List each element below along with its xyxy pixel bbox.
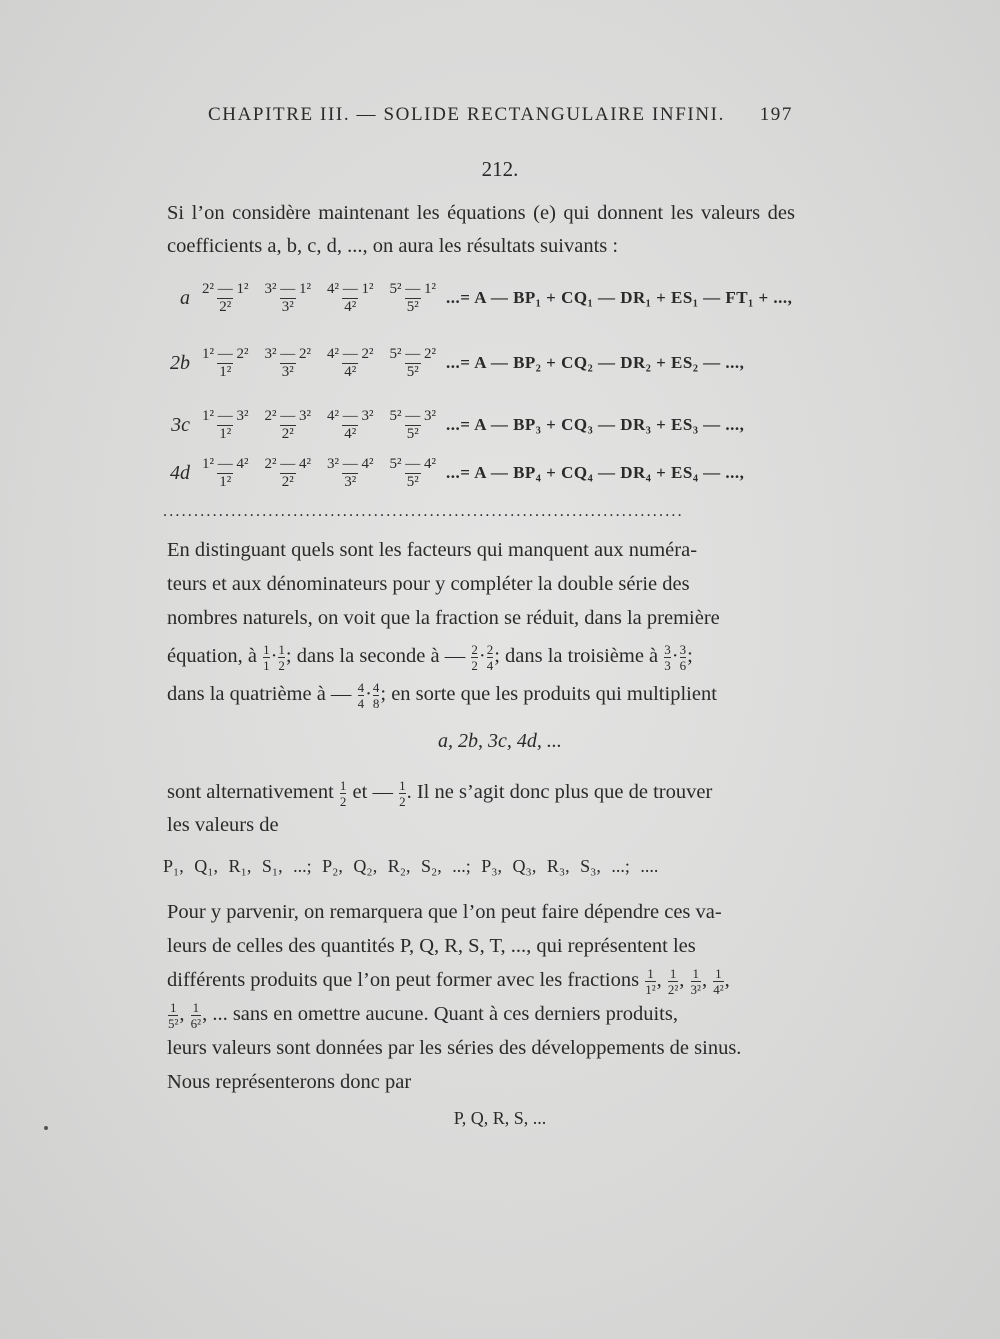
para2-line2: teurs et aux dénominateurs pour y compléter la double série des <box>167 573 690 595</box>
equation-fraction <box>325 281 376 316</box>
final-pqrs-list: P, Q, R, S, ... <box>453 1108 547 1128</box>
inline-fraction <box>713 966 723 997</box>
equation-coefficient: 4d <box>170 461 190 484</box>
fraction-numerator: 1² — 3² <box>202 407 249 424</box>
fraction-denominator: 2 <box>399 793 406 809</box>
inline-fraction <box>471 642 478 673</box>
fraction-denominator: 2² <box>281 473 294 490</box>
fraction-numerator: 5² — 2² <box>389 345 436 362</box>
para2-line4-b: ; dans la seconde à — <box>285 645 466 667</box>
para4-line2: leurs de celles des quantités P, Q, R, S, T, ..., qui représentent les <box>167 935 696 957</box>
para3-line1-a: sont alternativement <box>167 781 334 803</box>
inline-fraction <box>668 966 678 997</box>
equation-rhs: ...= A — BP₂ + CQ₂ — DR₂ + ES₂ — ..., <box>446 353 745 372</box>
fraction-denominator: 3² <box>690 981 701 997</box>
coefficient-list: a, 2b, 3c, 4d, ... <box>438 730 562 752</box>
equation-fraction <box>325 456 376 491</box>
para2-line3: nombres naturels, on voit que la fraction se réduit, dans la première <box>167 607 720 629</box>
paragraph-alternating <box>167 776 795 841</box>
equation-coefficient: a <box>180 286 190 309</box>
equation-fraction <box>263 346 314 381</box>
fraction-numerator: 1 <box>399 777 406 793</box>
fraction-numerator: 4 <box>357 679 365 695</box>
fractions-reciprocal-squares <box>644 965 730 997</box>
comma-separator: , <box>202 1003 213 1025</box>
inline-fraction <box>278 642 285 673</box>
fraction-second <box>470 641 494 673</box>
fraction-denominator: 2² <box>667 981 679 997</box>
inline-fraction <box>191 1000 201 1031</box>
inline-fraction <box>691 966 701 997</box>
fraction-denominator: 2 <box>339 793 347 809</box>
equation-fraction <box>388 456 439 491</box>
fraction-numerator: 2 <box>471 641 478 657</box>
para2-line5-a: dans la quatrième à — <box>167 683 352 705</box>
fraction-denominator: 2² <box>281 425 294 442</box>
running-title: CHAPITRE III. — SOLIDE RECTANGULAIRE INFINI. <box>208 104 725 125</box>
fraction-denominator: 6 <box>679 657 687 673</box>
fraction-denominator: 2² <box>219 298 232 315</box>
comma-separator: , <box>701 969 713 991</box>
fraction-half <box>339 777 348 809</box>
fraction-numerator: 4² — 1² <box>327 280 374 297</box>
comma-separator: , <box>724 969 730 991</box>
para4-line6: Nous représenterons donc par <box>167 1071 412 1093</box>
fraction-numerator: 1 <box>263 641 270 657</box>
fraction-numerator: 4² — 2² <box>327 345 374 362</box>
fraction-denominator: 1 <box>263 657 270 673</box>
multiplication-dot: · <box>270 645 278 667</box>
fraction-numerator: 1 <box>669 965 677 981</box>
equation-row <box>160 275 792 321</box>
inline-fraction <box>680 642 687 673</box>
inline-fraction <box>664 642 671 673</box>
running-header <box>208 104 793 126</box>
equation-rhs: ...= A — BP₃ + CQ₃ — DR₃ + ES₃ — ..., <box>446 415 745 434</box>
fractions-reciprocal-squares-cont <box>167 999 213 1031</box>
fraction-denominator: 3² <box>281 363 294 380</box>
fraction-numerator: 1 <box>339 777 347 793</box>
equation-row <box>160 340 744 386</box>
intro-text: Si l’on considère maintenant les équations (e) qui donnent les valeurs des coefficients a, b, c, d, ..., on aura les résultats suivants : <box>167 202 795 257</box>
inline-fraction <box>373 680 380 711</box>
fraction-denominator: 1² <box>645 981 656 997</box>
equation-fraction <box>388 408 439 443</box>
fraction-denominator: 1² <box>219 363 232 380</box>
comma-separator: , <box>179 1003 190 1025</box>
inline-fraction <box>645 966 655 997</box>
inline-fraction <box>487 642 494 673</box>
para2-line4: équation, à $\frac{1}{1}$ · $\frac{1}{2}$ ; dans la seconde à — $\frac{2}{2}$ · $\frac{2}{4}$ ; dans la troisième à $\frac{3}{3}$ · $\frac{3}{6}$ ; <box>167 641 693 673</box>
fraction-numerator: 5² — 3² <box>389 407 436 424</box>
fraction-numerator: 3² — 4² <box>327 455 374 472</box>
fraction-denominator: 8 <box>372 695 380 711</box>
p-q-r-s-list: P₁, Q₁, R₁, S₁, ...; P₂, Q₂, R₂, S₂, ...; P₃, Q₃, R₃, S₃, ...; .... <box>163 856 659 876</box>
fraction-numerator: 1 <box>169 999 177 1015</box>
fraction-numerator: 5² — 1² <box>389 280 436 297</box>
fraction-numerator: 3 <box>679 641 687 657</box>
para4-line3-text: différents produits que l’on peut former avec les fractions <box>167 969 640 991</box>
fraction-denominator: 5² <box>406 363 419 380</box>
fraction-denominator: 4² <box>344 425 357 442</box>
fraction-denominator: 4² <box>713 981 724 997</box>
fraction-denominator: 5² <box>406 298 419 315</box>
inline-fraction <box>263 642 270 673</box>
para2-line4-c: ; dans la troisième à <box>494 645 659 667</box>
fraction-numerator: 1² — 4² <box>202 455 249 472</box>
inline-fraction <box>168 1000 178 1031</box>
fraction-numerator: 3² — 1² <box>264 280 311 297</box>
equation-fraction <box>200 408 251 443</box>
multiplication-dot: · <box>671 645 679 667</box>
fraction-numerator: 3² — 2² <box>264 345 311 362</box>
inline-fraction <box>340 778 347 809</box>
fraction-denominator: 4² <box>344 363 357 380</box>
para2-line4-a: équation, à <box>167 645 257 667</box>
equation-fraction <box>263 408 314 443</box>
equation-fraction <box>200 281 251 316</box>
para4-line4 <box>167 997 795 1031</box>
fraction-denominator: 4 <box>357 695 365 711</box>
fraction-denominator: 6² <box>190 1015 202 1031</box>
fraction-numerator: 2² — 3² <box>264 407 311 424</box>
fraction-denominator: 3 <box>664 657 671 673</box>
fraction-numerator: 4² — 3² <box>327 407 374 424</box>
paragraph-products <box>167 895 795 1099</box>
equation-fraction <box>263 456 314 491</box>
fraction-numerator: 4 <box>372 679 380 695</box>
fraction-numerator: 1 <box>278 641 285 657</box>
comma-separator: , <box>679 969 690 991</box>
fraction-denominator: 5² <box>406 473 419 490</box>
page-number: 197 <box>759 104 793 125</box>
equation-fraction <box>200 346 251 381</box>
para4-line3 <box>167 963 795 997</box>
para4-line1: Pour y parvenir, on remarquera que l’on peut faire dépendre ces va- <box>167 901 722 923</box>
fraction-half-negative <box>398 777 407 809</box>
fraction-denominator: 5² <box>168 1015 179 1031</box>
inline-fraction <box>358 680 365 711</box>
fraction-numerator: 1 <box>647 965 654 981</box>
para3-line1 <box>167 776 795 809</box>
equation-fraction <box>200 456 251 491</box>
fraction-numerator: 1 <box>692 965 699 981</box>
equation-fraction <box>388 281 439 316</box>
para4-line4-text: ... sans en omettre aucune. Quant à ces derniers produits, <box>212 1003 678 1025</box>
equation-fraction <box>263 281 314 316</box>
paragraph-factors <box>167 533 795 711</box>
equation-coefficient: 3c <box>171 413 190 436</box>
para3-line1-c: . Il ne s’agit donc plus que de trouver <box>406 781 713 803</box>
fraction-denominator: 4² <box>344 298 357 315</box>
para2-line5 <box>167 677 795 711</box>
fraction-numerator: 3 <box>664 641 671 657</box>
fraction-denominator: 5² <box>406 425 419 442</box>
comma-separator: , <box>656 969 667 991</box>
equation-rhs: ...= A — BP₁ + CQ₁ — DR₁ + ES₁ — FT₁ + ..., <box>446 288 793 307</box>
equation-fraction <box>325 408 376 443</box>
equation-rhs: ...= A — BP₄ + CQ₄ — DR₄ + ES₄ — ..., <box>446 463 745 482</box>
equation-row <box>160 402 744 448</box>
fraction-numerator: 2² — 4² <box>264 455 311 472</box>
fraction-numerator: 1² — 2² <box>202 345 249 362</box>
equation-fraction <box>388 346 439 381</box>
fraction-denominator: 3² <box>344 473 357 490</box>
equation-fraction <box>325 346 376 381</box>
equation-coefficient: 2b <box>170 351 190 374</box>
fraction-denominator: 1² <box>219 473 232 490</box>
fraction-fourth <box>357 679 381 711</box>
paper-spot <box>44 1126 48 1130</box>
fraction-numerator: 5² — 4² <box>389 455 436 472</box>
intro-paragraph <box>167 197 795 262</box>
fraction-denominator: 4 <box>486 657 494 673</box>
fraction-numerator: 2 <box>486 641 494 657</box>
fraction-numerator: 1 <box>192 999 200 1015</box>
para3-line2: les valeurs de <box>167 813 279 836</box>
fraction-denominator: 2 <box>471 657 478 673</box>
para2-line1: En distinguant quels sont les facteurs qui manquent aux numéra- <box>167 539 698 561</box>
dot-leader: .................................................................................... <box>163 503 684 520</box>
fraction-first <box>262 641 286 673</box>
multiplication-dot: · <box>365 683 372 705</box>
para4-line5: leurs valeurs sont données par les séries des développements de sinus. <box>167 1037 742 1059</box>
para3-line1-b: et — <box>352 781 393 803</box>
fraction-denominator: 3² <box>281 298 294 315</box>
para2-line5-b: ; en sorte que les produits qui multiplient <box>380 683 717 705</box>
fraction-denominator: 1² <box>219 425 232 442</box>
fraction-denominator: 2 <box>278 657 285 673</box>
section-number: 212. <box>481 157 519 181</box>
fraction-third <box>663 641 687 673</box>
equation-row <box>160 450 744 496</box>
fraction-numerator: 2² — 1² <box>202 280 249 297</box>
inline-fraction <box>399 778 406 809</box>
fraction-numerator: 1 <box>715 965 722 981</box>
multiplication-dot: · <box>478 645 486 667</box>
